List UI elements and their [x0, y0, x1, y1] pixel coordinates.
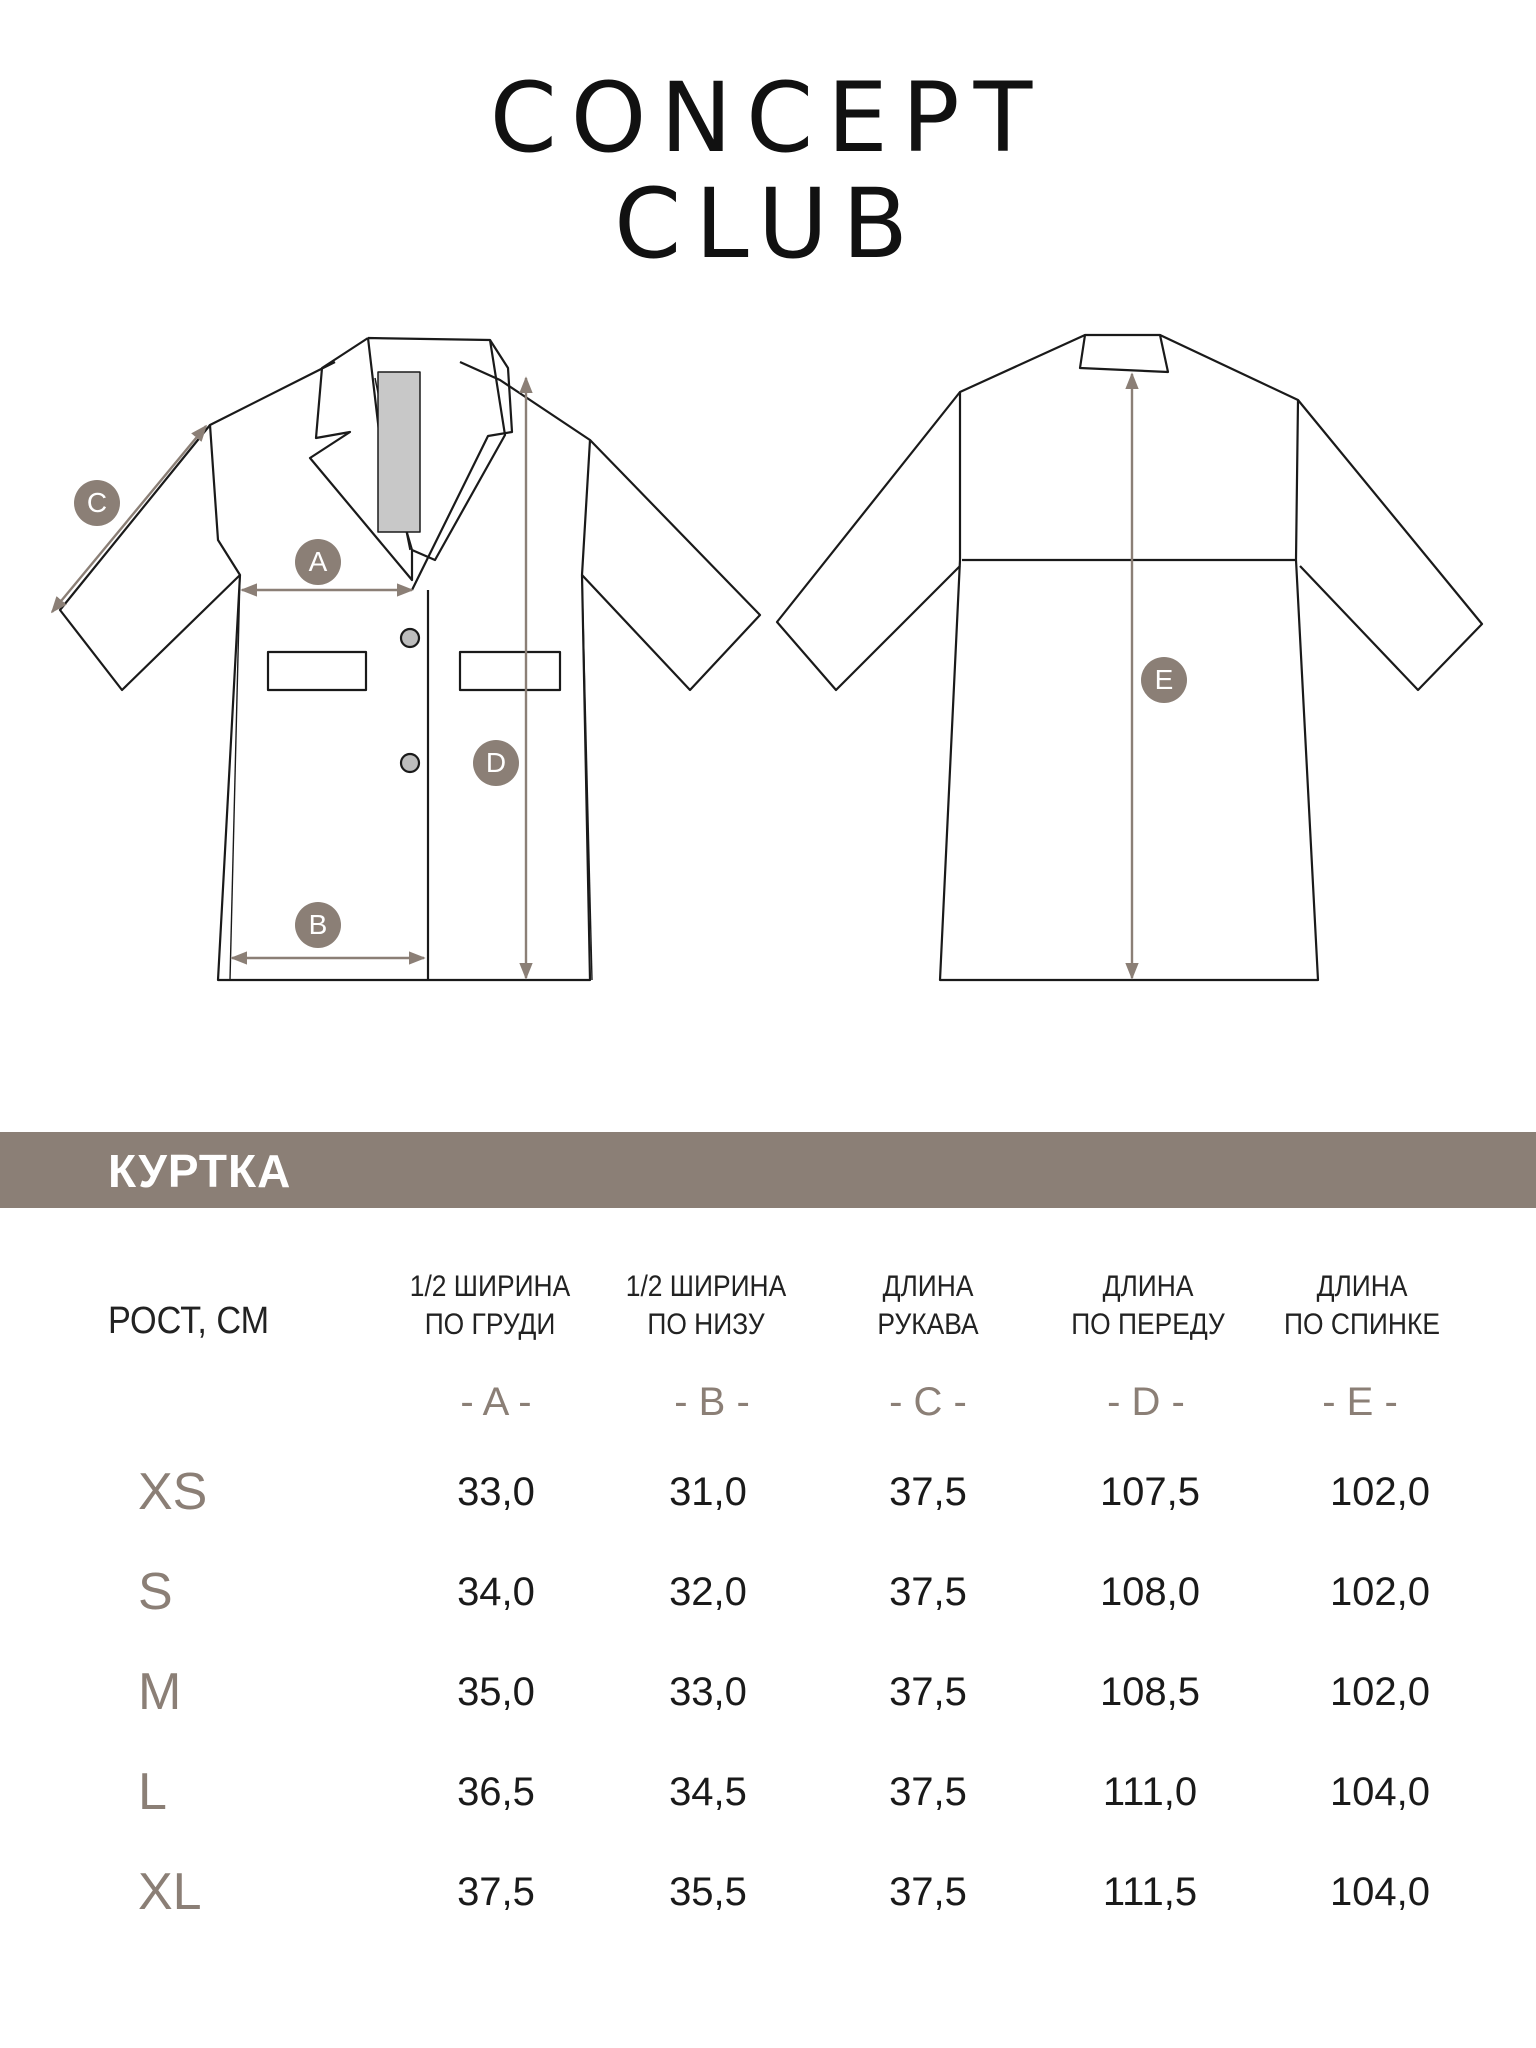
front-side-seam-right — [582, 575, 592, 980]
front-view — [60, 338, 760, 980]
marker-d: D — [473, 740, 519, 786]
cell-e: 104,0 — [1329, 1770, 1431, 1814]
marker-a: A — [295, 539, 341, 585]
brand-logo-line1: CONCEPT — [489, 62, 1047, 174]
front-button-upper — [401, 629, 419, 647]
col-letter-e: - E - — [1322, 1380, 1398, 1424]
cell-e: 102,0 — [1329, 1470, 1431, 1514]
cell-c: 37,5 — [889, 1570, 967, 1614]
cell-e: 102,0 — [1329, 1570, 1431, 1614]
back-collar — [1080, 335, 1168, 372]
col-header-b-line2: ПО НИЗУ — [647, 1308, 765, 1341]
col-header-c-line2: РУКАВА — [877, 1308, 979, 1341]
col-header-e-line2: ПО СПИНКЕ — [1284, 1308, 1440, 1341]
jacket-technical-sketch — [0, 300, 1536, 1020]
cell-a: 37,5 — [457, 1870, 535, 1914]
col-letter-d: - D - — [1107, 1380, 1185, 1424]
brand-logo-line2: CLUB — [614, 168, 922, 280]
front-left-pocket — [268, 652, 366, 690]
cell-a: 35,0 — [457, 1670, 535, 1714]
front-lining-panel — [378, 372, 420, 532]
cell-c: 37,5 — [889, 1470, 967, 1514]
cell-b: 32,0 — [669, 1570, 747, 1614]
front-button-lower — [401, 754, 419, 772]
col-header-e — [1274, 1268, 1450, 1344]
size-label: XS — [138, 1463, 208, 1521]
marker-c: C — [74, 480, 120, 526]
cell-d: 107,5 — [1099, 1470, 1201, 1514]
col-header-a-line2: ПО ГРУДИ — [424, 1308, 556, 1341]
cell-d: 108,0 — [1099, 1570, 1201, 1614]
table-title: КУРТКА — [108, 1145, 292, 1197]
back-body-outline — [940, 335, 1318, 980]
rost-label: РОСТ, СМ — [108, 1300, 270, 1342]
col-header-e-line1: ДЛИНА — [1316, 1270, 1408, 1303]
marker-b: B — [295, 902, 341, 948]
cell-d: 108,5 — [1099, 1670, 1201, 1714]
col-header-b-line1: 1/2 ШИРИНА — [625, 1270, 787, 1303]
size-label: S — [138, 1563, 173, 1621]
cell-e: 104,0 — [1329, 1870, 1431, 1914]
size-label: M — [138, 1663, 182, 1721]
cell-c: 37,5 — [889, 1770, 967, 1814]
cell-a: 33,0 — [457, 1470, 535, 1514]
cell-a: 34,0 — [457, 1570, 535, 1614]
front-side-seam-left — [230, 575, 240, 980]
cell-e: 102,0 — [1329, 1670, 1431, 1714]
col-header-d — [1060, 1268, 1236, 1344]
cell-d: 111,5 — [1102, 1870, 1198, 1914]
marker-e: E — [1141, 657, 1187, 703]
cell-d: 111,0 — [1102, 1770, 1198, 1814]
cell-c: 37,5 — [889, 1670, 967, 1714]
back-left-sleeve — [777, 392, 960, 690]
measure-line-c — [52, 426, 206, 612]
size-label: XL — [138, 1863, 202, 1921]
cell-b: 34,5 — [669, 1770, 747, 1814]
cell-b: 33,0 — [669, 1670, 747, 1714]
front-right-pocket — [460, 652, 560, 690]
cell-a: 36,5 — [457, 1770, 535, 1814]
col-header-a — [402, 1268, 578, 1344]
col-header-c — [840, 1268, 1016, 1344]
back-right-sleeve — [1298, 400, 1482, 690]
col-header-a-line1: 1/2 ШИРИНА — [409, 1270, 571, 1303]
front-right-sleeve — [582, 440, 760, 690]
col-header-c-line1: ДЛИНА — [882, 1270, 974, 1303]
cell-b: 35,5 — [669, 1870, 747, 1914]
back-view — [777, 335, 1482, 980]
col-letter-a: - A - — [460, 1380, 532, 1424]
col-header-d-line2: ПО ПЕРЕДУ — [1071, 1308, 1225, 1341]
size-label: L — [138, 1763, 167, 1821]
cell-c: 37,5 — [889, 1870, 967, 1914]
cell-b: 31,0 — [669, 1470, 747, 1514]
col-header-b — [618, 1268, 794, 1344]
col-header-d-line1: ДЛИНА — [1102, 1270, 1194, 1303]
col-letter-c: - C - — [889, 1380, 967, 1424]
col-letter-b: - B - — [674, 1380, 750, 1424]
